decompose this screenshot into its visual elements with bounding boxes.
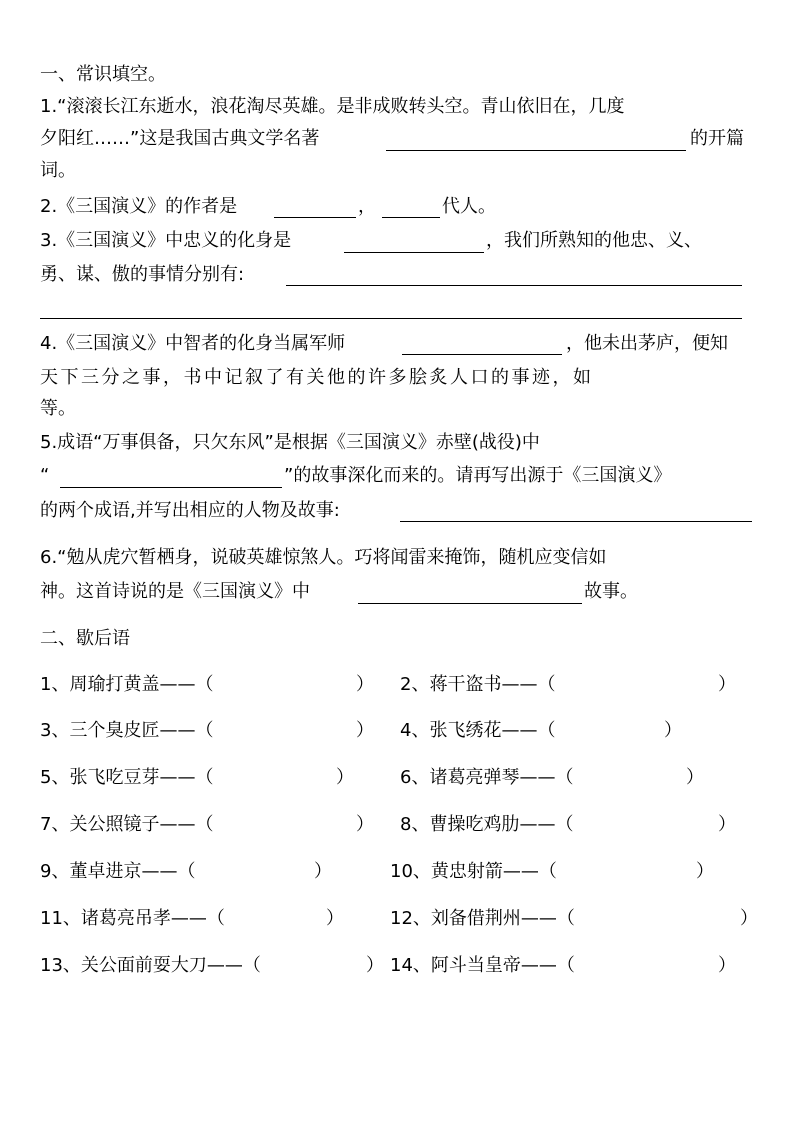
xiehouyu-item-2-close: ） xyxy=(718,674,736,695)
xiehouyu-item-10-close: ） xyxy=(696,861,714,882)
q6-line2a: 神。这首诗说的是《三国演义》中 xyxy=(40,581,310,602)
q3-deeds-blank-1[interactable] xyxy=(286,285,742,286)
xiehouyu-item-8-close: ） xyxy=(718,814,736,835)
xiehouyu-item-9: 9、董卓进京——（ xyxy=(40,861,196,882)
xiehouyu-item-10: 10、黄忠射箭——（ xyxy=(390,861,557,882)
q5-line2a: “ xyxy=(40,465,50,486)
q5-line3: 的两个成语,并写出相应的人物及故事: xyxy=(40,500,340,521)
q6-line1: 6.“勉从虎穴暂栖身，说破英雄惊煞人。巧将闻雷来掩饰，随机应变信如 xyxy=(40,547,607,568)
xiehouyu-item-8: 8、曹操吃鸡肋——（ xyxy=(400,814,574,835)
xiehouyu-item-5-close: ） xyxy=(336,767,354,788)
xiehouyu-item-7: 7、关公照镜子——（ xyxy=(40,814,214,835)
xiehouyu-item-11-close: ） xyxy=(326,908,344,929)
q5-story-blank[interactable] xyxy=(60,487,282,488)
q3-deeds-blank-2[interactable] xyxy=(40,318,742,319)
section2-title: 二、歇后语 xyxy=(40,628,130,649)
q1-answer-blank[interactable] xyxy=(386,150,686,151)
q4-strategist-blank[interactable] xyxy=(402,354,562,355)
q3-line1a: 3.《三国演义》中忠义的化身是 xyxy=(40,230,292,251)
xiehouyu-item-14-close: ） xyxy=(718,955,736,976)
q2-text-c: 代人。 xyxy=(442,196,496,217)
q1-line3: 词。 xyxy=(40,160,76,181)
q2-author-blank[interactable] xyxy=(274,217,356,218)
q2-dynasty-blank[interactable] xyxy=(382,217,440,218)
xiehouyu-item-7-close: ） xyxy=(356,814,374,835)
xiehouyu-item-12-close: ） xyxy=(740,908,758,929)
xiehouyu-item-9-close: ） xyxy=(314,861,332,882)
xiehouyu-item-4-close: ） xyxy=(664,720,682,741)
xiehouyu-item-11: 11、诸葛亮吊孝——（ xyxy=(40,908,225,929)
xiehouyu-item-2: 2、蒋干盗书——（ xyxy=(400,674,556,695)
xiehouyu-item-5: 5、张飞吃豆芽——（ xyxy=(40,767,214,788)
xiehouyu-item-13-close: ） xyxy=(366,955,384,976)
xiehouyu-item-3-close: ） xyxy=(356,720,374,741)
xiehouyu-item-1: 1、周瑜打黄盖——（ xyxy=(40,674,214,695)
xiehouyu-item-14: 14、阿斗当皇帝——（ xyxy=(390,955,575,976)
xiehouyu-item-6-close: ） xyxy=(686,767,704,788)
q3-loyal-blank[interactable] xyxy=(344,252,484,253)
q5-line1: 5.成语“万事俱备，只欠东风”是根据《三国演义》赤壁(战役)中 xyxy=(40,432,540,453)
q3-line2: 勇、谋、傲的事情分别有: xyxy=(40,264,245,285)
q6-story-blank[interactable] xyxy=(358,603,582,604)
xiehouyu-item-6: 6、诸葛亮弹琴——（ xyxy=(400,767,574,788)
q4-line2: 天下三分之事，书中记叙了有关他的许多脍炙人口的事迹，如 xyxy=(40,367,594,388)
q3-line1b: ，我们所熟知的他忠、义、 xyxy=(486,230,702,251)
q5-line2b: ”的故事深化而来的。请再写出源于《三国演义》 xyxy=(284,465,672,486)
xiehouyu-item-13: 13、关公面前耍大刀——（ xyxy=(40,955,261,976)
q4-line3: 等。 xyxy=(40,398,76,419)
q5-idioms-blank[interactable] xyxy=(400,521,752,522)
q4-line1b: ，他未出茅庐，便知 xyxy=(566,333,728,354)
xiehouyu-item-12: 12、刘备借荆州——（ xyxy=(390,908,575,929)
q2-text-a: 2.《三国演义》的作者是 xyxy=(40,196,238,217)
q1-line2a: 夕阳红……”这是我国古典文学名著 xyxy=(40,128,320,149)
q2-text-b: ， xyxy=(358,196,376,217)
q1-line2b: 的开篇 xyxy=(690,128,744,149)
q4-line1a: 4.《三国演义》中智者的化身当属军师 xyxy=(40,333,346,354)
xiehouyu-item-1-close: ） xyxy=(356,674,374,695)
xiehouyu-item-3: 3、三个臭皮匠——（ xyxy=(40,720,214,741)
q1-line1: 1.“滚滚长江东逝水，浪花淘尽英雄。是非成败转头空。青山依旧在，几度 xyxy=(40,96,625,117)
section1-title: 一、常识填空。 xyxy=(40,64,166,85)
q6-line2b: 故事。 xyxy=(584,581,638,602)
xiehouyu-item-4: 4、张飞绣花——（ xyxy=(400,720,556,741)
